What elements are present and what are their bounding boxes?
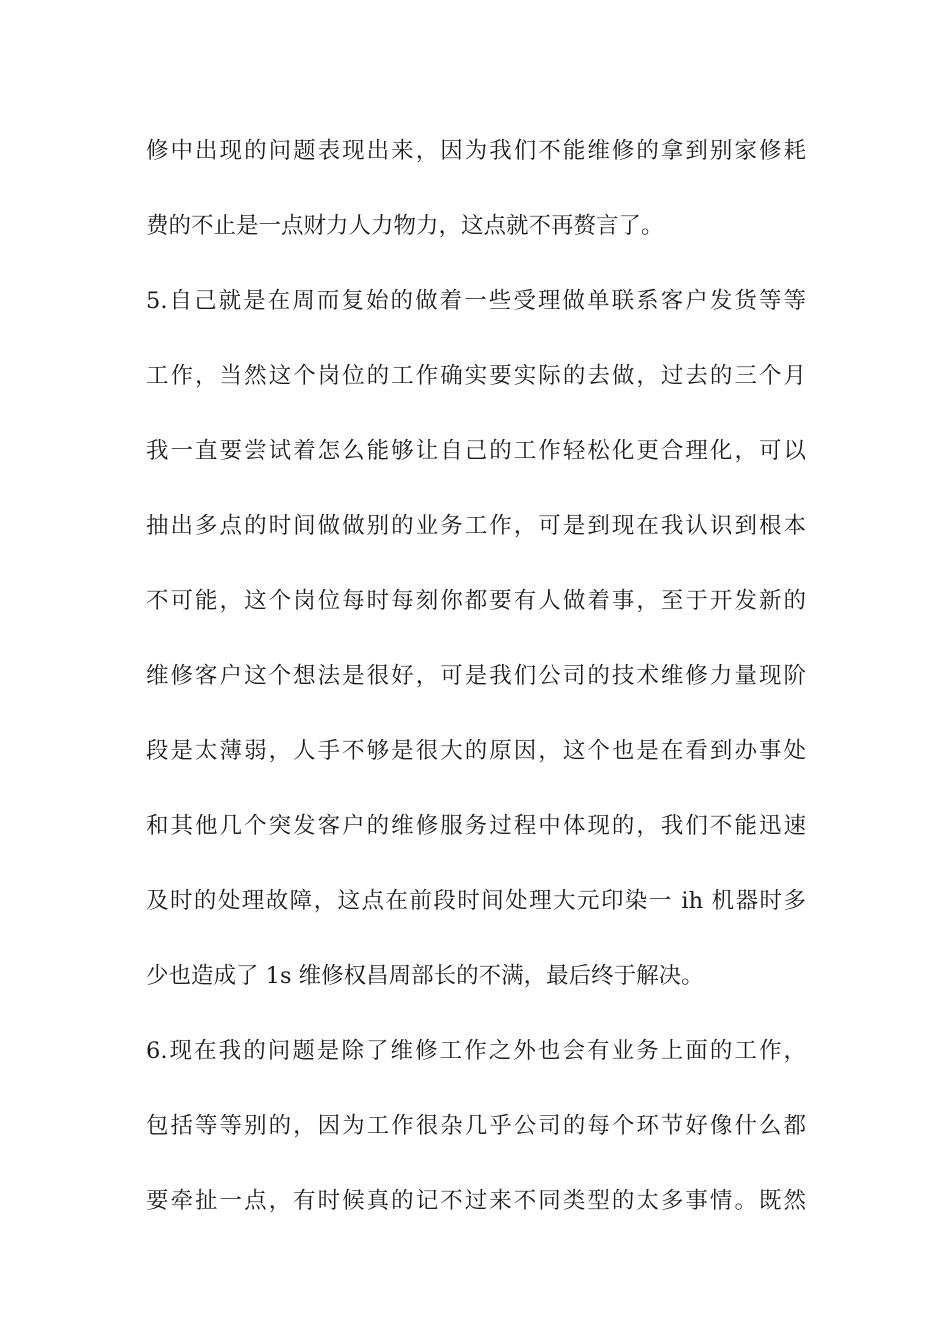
paragraph-line-1: 修中出现的问题表现出来，因为我们不能维修的拿到别家修耗 — [146, 138, 806, 164]
paragraph-line-9: 段是太薄弱，人手不够是很大的原因，这个也是在看到办事处 — [146, 738, 806, 764]
paragraph-line-15: 要牵扯一点，有时候真的记不过来不同类型的太多事情。既然 — [146, 1188, 806, 1214]
paragraph-line-13: 6.现在我的问题是除了维修工作之外也会有业务上面的工作， — [146, 1038, 806, 1064]
paragraph-line-6: 抽出多点的时间做做别的业务工作，可是到现在我认识到根本 — [146, 513, 806, 539]
paragraph-line-10: 和其他几个突发客户的维修服务过程中体现的，我们不能迅速 — [146, 813, 806, 839]
paragraph-line-8: 维修客户这个想法是很好，可是我们公司的技术维修力量现阶 — [146, 663, 806, 689]
paragraph-line-14: 包括等等别的，因为工作很杂几乎公司的每个环节好像什么都 — [146, 1113, 806, 1139]
paragraph-line-2: 费的不止是一点财力人力物力，这点就不再赘言了。 — [146, 213, 664, 239]
paragraph-line-12: 少也造成了 1s 维修权昌周部长的不满，最后终于解决。 — [146, 963, 704, 989]
paragraph-line-3: 5.自己就是在周而复始的做着一些受理做单联系客户发货等等 — [146, 288, 806, 314]
paragraph-line-5: 我一直要尝试着怎么能够让自己的工作轻松化更合理化，可以 — [146, 438, 806, 464]
paragraph-line-7: 不可能，这个岗位每时每刻你都要有人做着事，至于开发新的 — [146, 588, 806, 614]
paragraph-line-4: 工作，当然这个岗位的工作确实要实际的去做，过去的三个月 — [146, 363, 806, 389]
paragraph-line-11: 及时的处理故障，这点在前段时间处理大元印染一 ih 机器时多 — [146, 888, 806, 914]
